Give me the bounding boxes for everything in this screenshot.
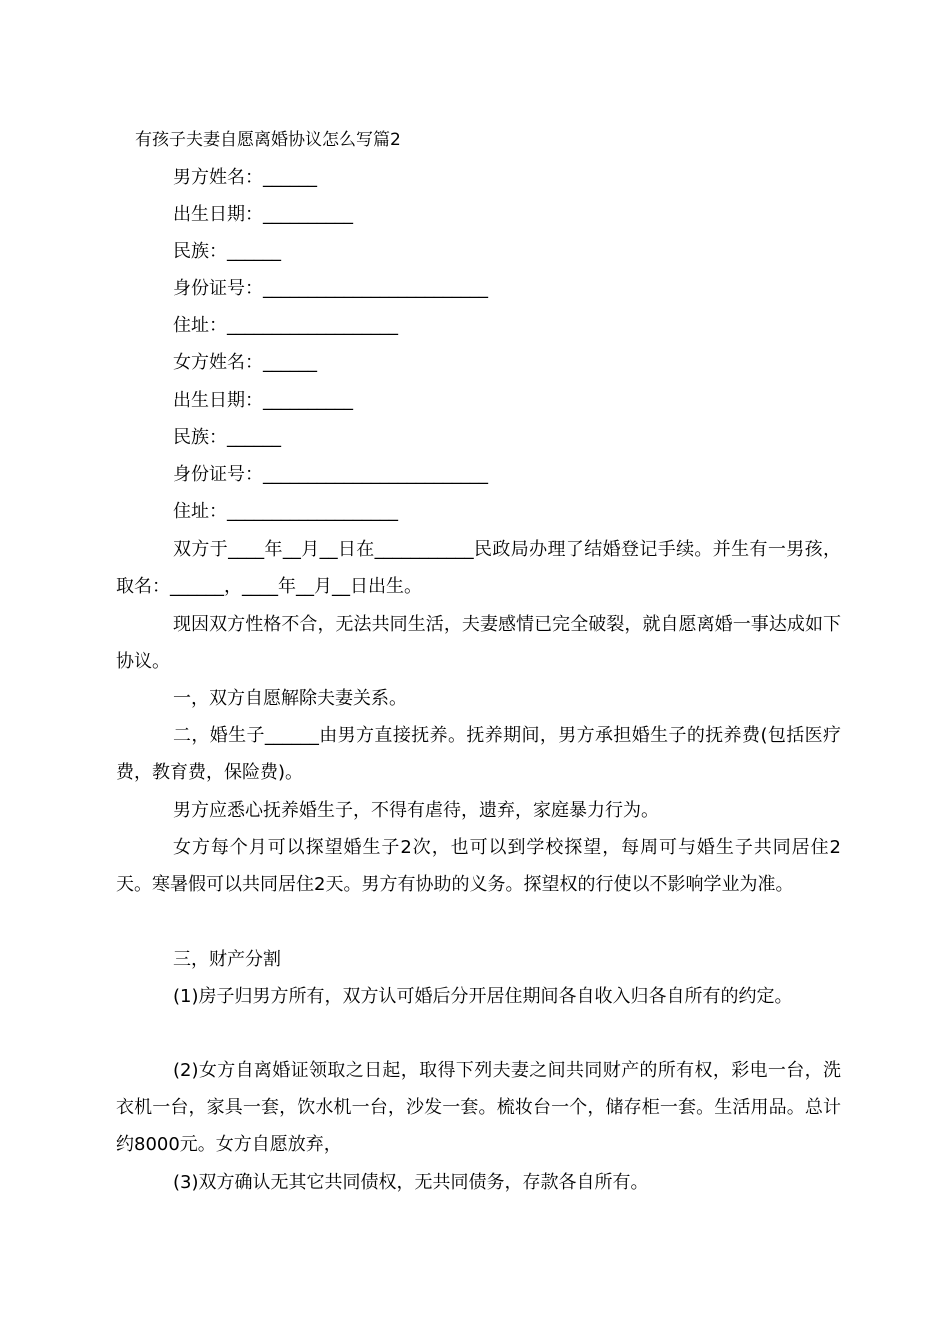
property-item-3: (3)双方确认无其它共同债权，无共同债务，存款各自所有。 — [173, 1172, 649, 1193]
property-item-2: (2)女方自离婚证领取之日起，取得下列夫妻之间共同财产的所有权，彩电一台，洗衣机一台，家具一套，饮水机一台，沙发一套。梳妆台一个，储存柜一套。生活用品。总计约8000元。女方自愿放弃， — [116, 1060, 841, 1155]
male-id-field: 身份证号：_________________________ — [173, 278, 488, 299]
male-ethnicity-field: 民族：______ — [173, 241, 281, 262]
visit-paragraph: 女方每个月可以探望婚生子2次，也可以到学校探望，每周可与婚生子共同居住2天。寒暑假可以共同居住2天。男方有协助的义务。探望权的行使以不影响学业为准。 — [116, 837, 841, 895]
property-item-1: (1)房子归男方所有，双方认可婚后分开居住期间各自收入归各自所有的约定。 — [173, 986, 793, 1007]
male-address-field: 住址：___________________ — [173, 315, 398, 336]
reason-paragraph: 现因双方性格不合，无法共同生活，夫妻感情已完全破裂，就自愿离婚一事达成如下协议。 — [116, 614, 841, 672]
clause-two: 二，婚生子______由男方直接抚养。抚养期间，男方承担婚生子的抚养费(包括医疗费，教育费，保险费)。 — [116, 725, 841, 783]
male-birth-field: 出生日期：__________ — [173, 204, 353, 225]
clause-three: 三，财产分割 — [173, 949, 281, 970]
document-title: 有孩子夫妻自愿离婚协议怎么写篇2 — [135, 130, 401, 150]
female-id-field: 身份证号：_________________________ — [173, 464, 488, 485]
clause-one: 一，双方自愿解除夫妻关系。 — [173, 688, 407, 709]
female-address-field: 住址：___________________ — [173, 501, 398, 522]
care-paragraph: 男方应悉心抚养婚生子，不得有虐待，遗弃，家庭暴力行为。 — [173, 800, 659, 821]
female-birth-field: 出生日期：__________ — [173, 390, 353, 411]
marriage-paragraph: 双方于____年__月__日在___________民政局办理了结婚登记手续。并生有一男孩，取名：______，____年__月__日出生。 — [116, 539, 841, 597]
female-name-field: 女方姓名：______ — [173, 352, 317, 373]
female-ethnicity-field: 民族：______ — [173, 427, 281, 448]
male-name-field: 男方姓名：______ — [173, 167, 317, 188]
